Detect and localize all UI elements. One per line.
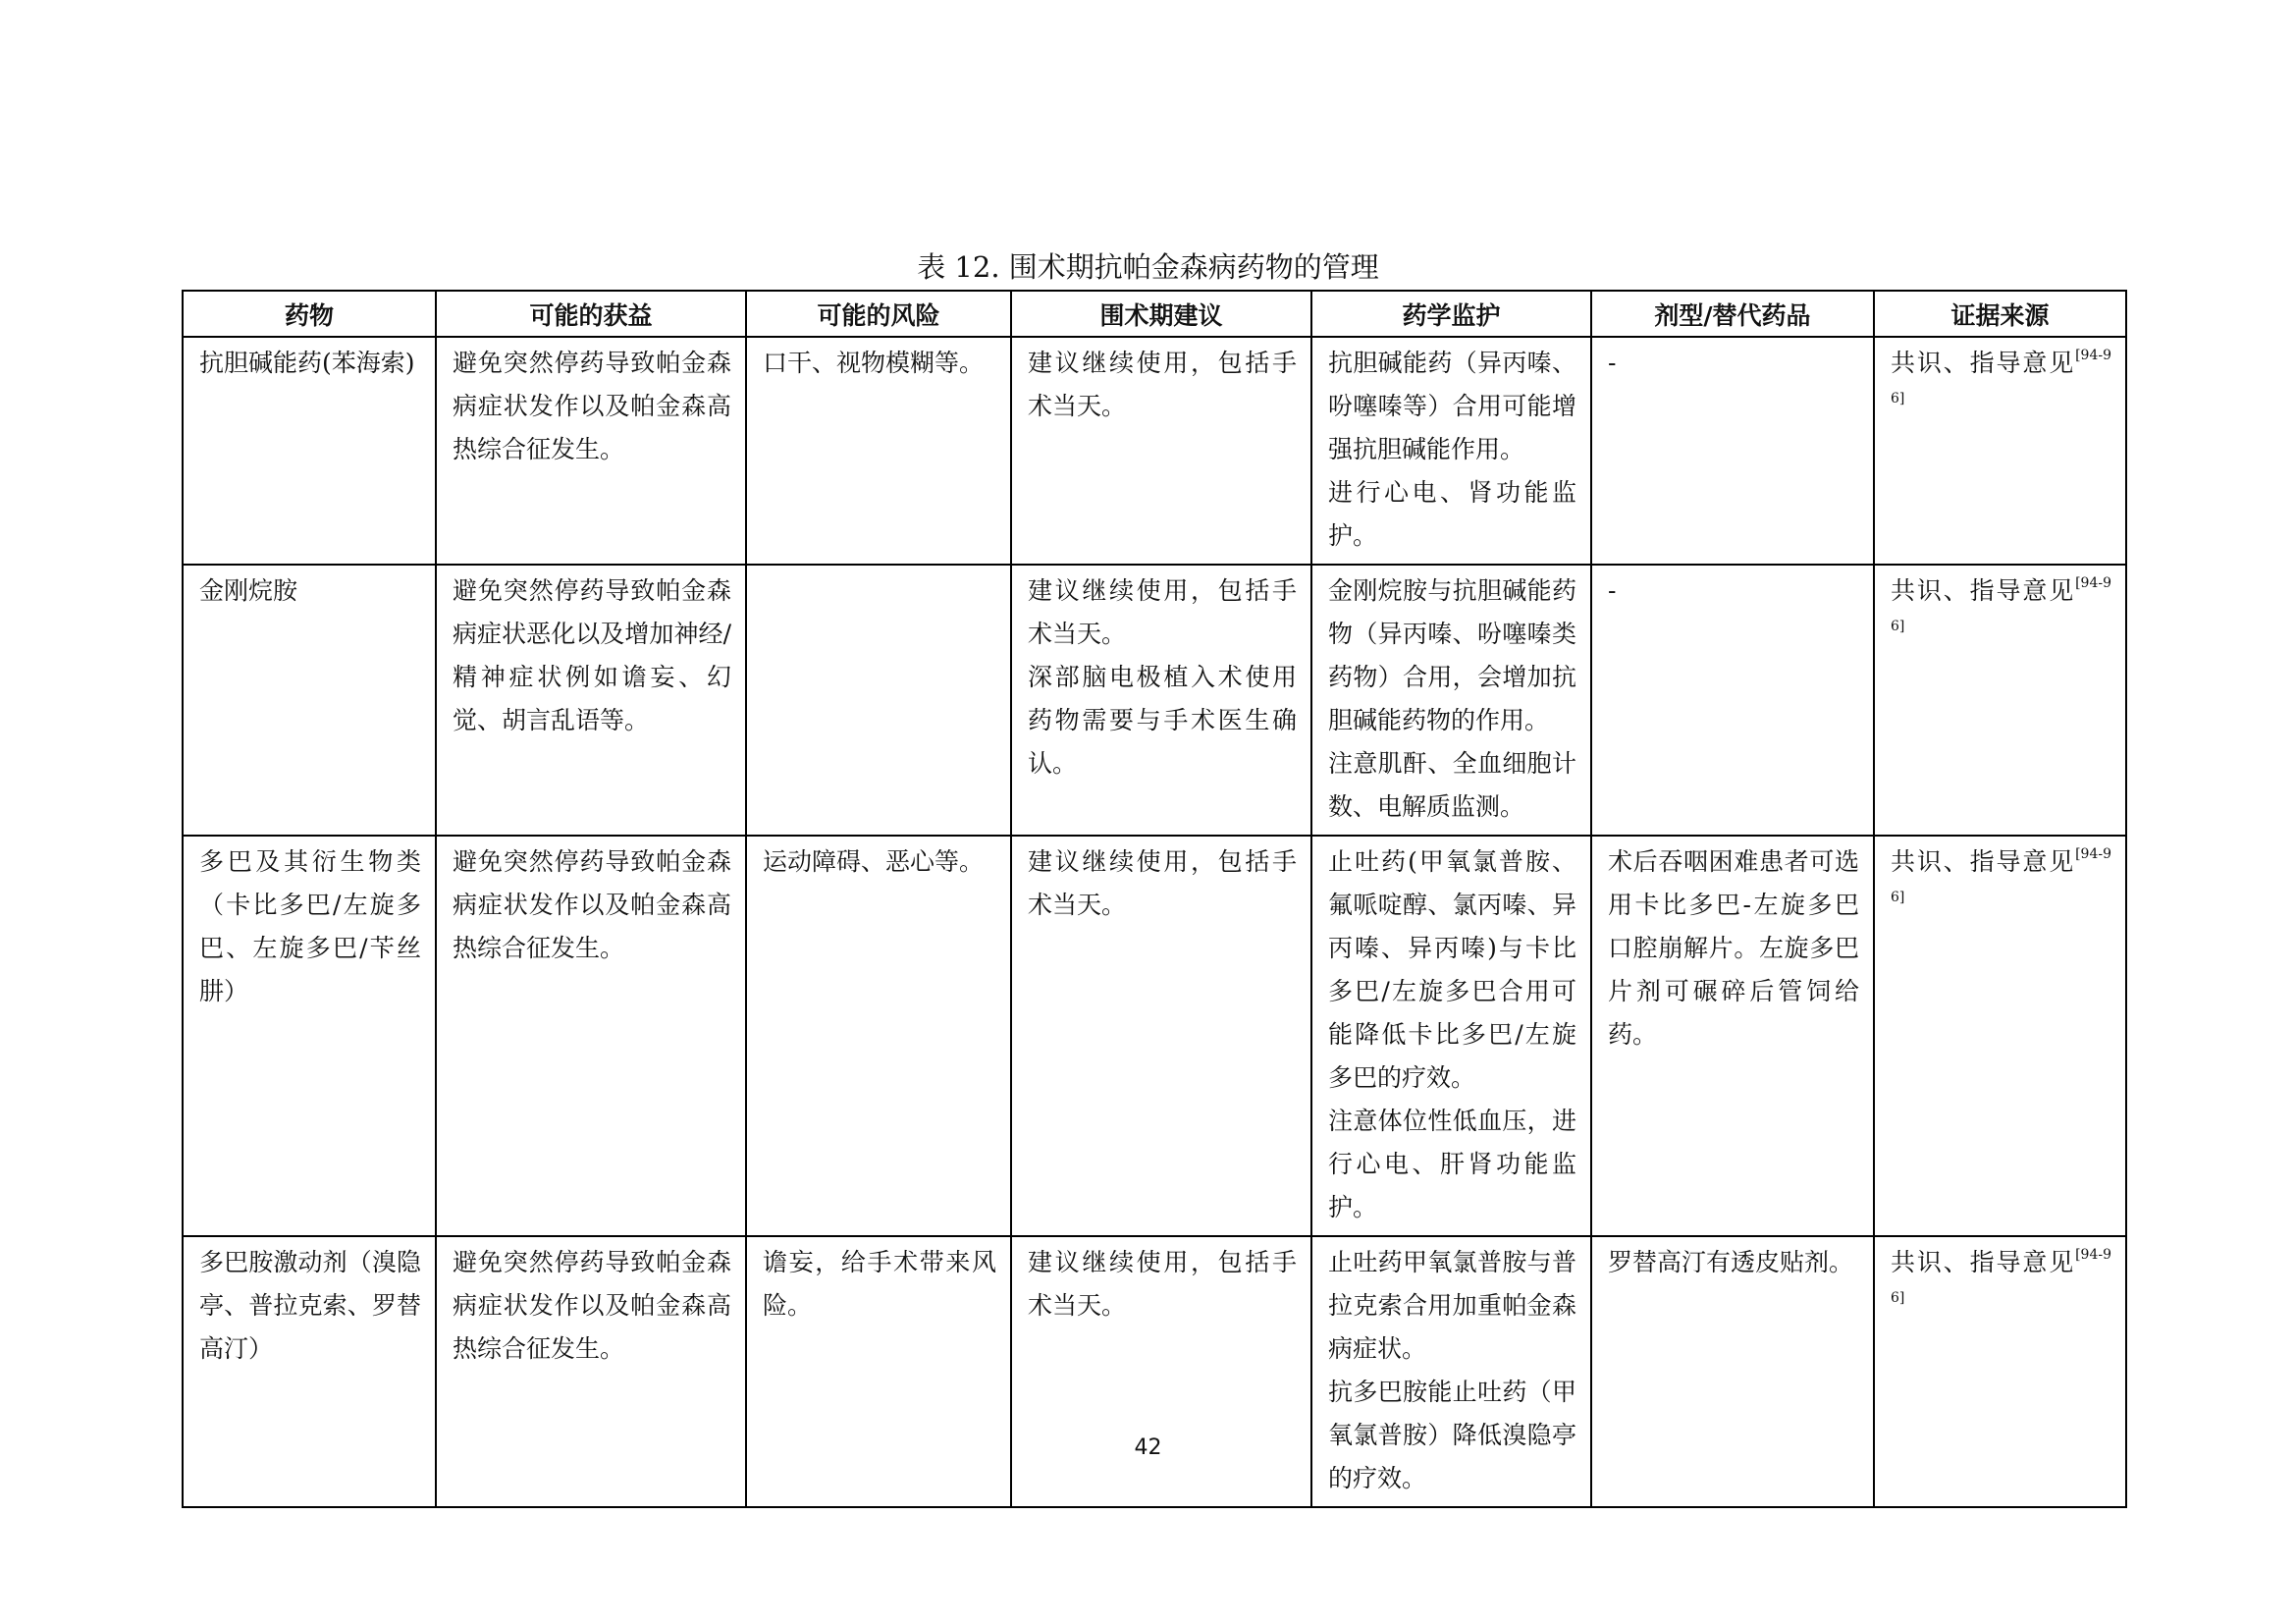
header-advice: 围术期建议 xyxy=(1011,291,1311,337)
header-monitoring: 药学监护 xyxy=(1311,291,1591,337)
page-number: 42 xyxy=(1134,1435,1162,1460)
monitoring-line: 抗胆碱能药（异丙嗪、吩噻嗪等）合用可能增强抗胆碱能作用。 xyxy=(1328,349,1576,463)
monitoring-line: 止吐药甲氧氯普胺与普拉克索合用加重帕金森病症状。 xyxy=(1328,1248,1576,1363)
advice-line: 建议继续使用，包括手术当天。 xyxy=(1028,349,1297,420)
table-row xyxy=(183,1236,2126,1507)
reference-citation: [94-96] xyxy=(1891,846,2111,905)
cell-evidence xyxy=(1874,836,2126,1236)
header-drug: 药物 xyxy=(183,291,436,337)
monitoring-line: 注意体位性低血压，进行心电、肝肾功能监护。 xyxy=(1328,1107,1576,1221)
cell-risk: 口干、视物模糊等。 xyxy=(746,337,1011,565)
cell-benefit: 避免突然停药导致帕金森病症状发作以及帕金森高热综合征发生。 xyxy=(436,1236,746,1507)
drug-management-table xyxy=(182,290,2127,1508)
header-evidence: 证据来源 xyxy=(1874,291,2126,337)
table-title: 表 12. 围术期抗帕金森病药物的管理 xyxy=(917,250,1379,284)
reference-citation: [94-96] xyxy=(1891,1247,2111,1306)
cell-drug: 金刚烷胺 xyxy=(183,565,436,836)
cell-risk: 运动障碍、恶心等。 xyxy=(746,836,1011,1236)
evidence-text: 共识、指导意见 xyxy=(1891,576,2076,605)
cell-drug: 抗胆碱能药(苯海索) xyxy=(183,337,436,565)
monitoring-line: 抗多巴胺能止吐药（甲氧氯普胺）降低溴隐亭的疗效。 xyxy=(1328,1378,1576,1492)
cell-benefit: 避免突然停药导致帕金森病症状发作以及帕金森高热综合征发生。 xyxy=(436,836,746,1236)
header-benefit: 可能的获益 xyxy=(436,291,746,337)
cell-formulation: 罗替高汀有透皮贴剂。 xyxy=(1591,1236,1874,1507)
cell-advice xyxy=(1011,337,1311,565)
evidence-text: 共识、指导意见 xyxy=(1891,847,2076,876)
advice-line: 建议继续使用，包括手术当天。 xyxy=(1028,847,1297,919)
advice-line: 深部脑电极植入术使用药物需要与手术医生确认。 xyxy=(1028,663,1297,778)
cell-drug: 多巴胺激动剂（溴隐亭、普拉克索、罗替高汀） xyxy=(183,1236,436,1507)
reference-citation: [94-96] xyxy=(1891,575,2111,634)
cell-formulation: 术后吞咽困难患者可选用卡比多巴-左旋多巴口腔崩解片。左旋多巴片剂可碾碎后管饲给药。 xyxy=(1591,836,1874,1236)
table-row xyxy=(183,565,2126,836)
table-header-row xyxy=(183,291,2126,337)
cell-evidence xyxy=(1874,565,2126,836)
evidence-text: 共识、指导意见 xyxy=(1891,1248,2076,1276)
monitoring-line: 注意肌酐、全血细胞计数、电解质监测。 xyxy=(1328,749,1576,821)
cell-monitoring xyxy=(1311,565,1591,836)
cell-evidence xyxy=(1874,337,2126,565)
advice-line: 建议继续使用，包括手术当天。 xyxy=(1028,1248,1297,1320)
table-row xyxy=(183,337,2126,565)
cell-monitoring xyxy=(1311,1236,1591,1507)
monitoring-line: 金刚烷胺与抗胆碱能药物（异丙嗪、吩噻嗪类药物）合用，会增加抗胆碱能药物的作用。 xyxy=(1328,576,1576,734)
advice-line: 建议继续使用，包括手术当天。 xyxy=(1028,576,1297,648)
reference-citation: [94-96] xyxy=(1891,348,2111,406)
monitoring-line: 进行心电、肾功能监护。 xyxy=(1328,478,1576,550)
cell-formulation: - xyxy=(1591,565,1874,836)
evidence-text: 共识、指导意见 xyxy=(1891,349,2076,377)
cell-advice xyxy=(1011,565,1311,836)
cell-benefit: 避免突然停药导致帕金森病症状恶化以及增加神经/精神症状例如谵妄、幻觉、胡言乱语等。 xyxy=(436,565,746,836)
table-row xyxy=(183,836,2126,1236)
cell-risk xyxy=(746,565,1011,836)
cell-evidence xyxy=(1874,1236,2126,1507)
header-risk: 可能的风险 xyxy=(746,291,1011,337)
cell-risk: 谵妄，给手术带来风险。 xyxy=(746,1236,1011,1507)
cell-monitoring xyxy=(1311,836,1591,1236)
cell-drug: 多巴及其衍生物类（卡比多巴/左旋多巴、左旋多巴/苄丝肼） xyxy=(183,836,436,1236)
cell-formulation: - xyxy=(1591,337,1874,565)
header-formulation: 剂型/替代药品 xyxy=(1591,291,1874,337)
monitoring-line: 止吐药(甲氧氯普胺、氟哌啶醇、氯丙嗪、异丙嗪、异丙嗪)与卡比多巴/左旋多巴合用可能降低卡比多巴/左旋多巴的疗效。 xyxy=(1328,847,1576,1092)
cell-advice xyxy=(1011,1236,1311,1507)
cell-benefit: 避免突然停药导致帕金森病症状发作以及帕金森高热综合征发生。 xyxy=(436,337,746,565)
cell-advice xyxy=(1011,836,1311,1236)
cell-monitoring xyxy=(1311,337,1591,565)
